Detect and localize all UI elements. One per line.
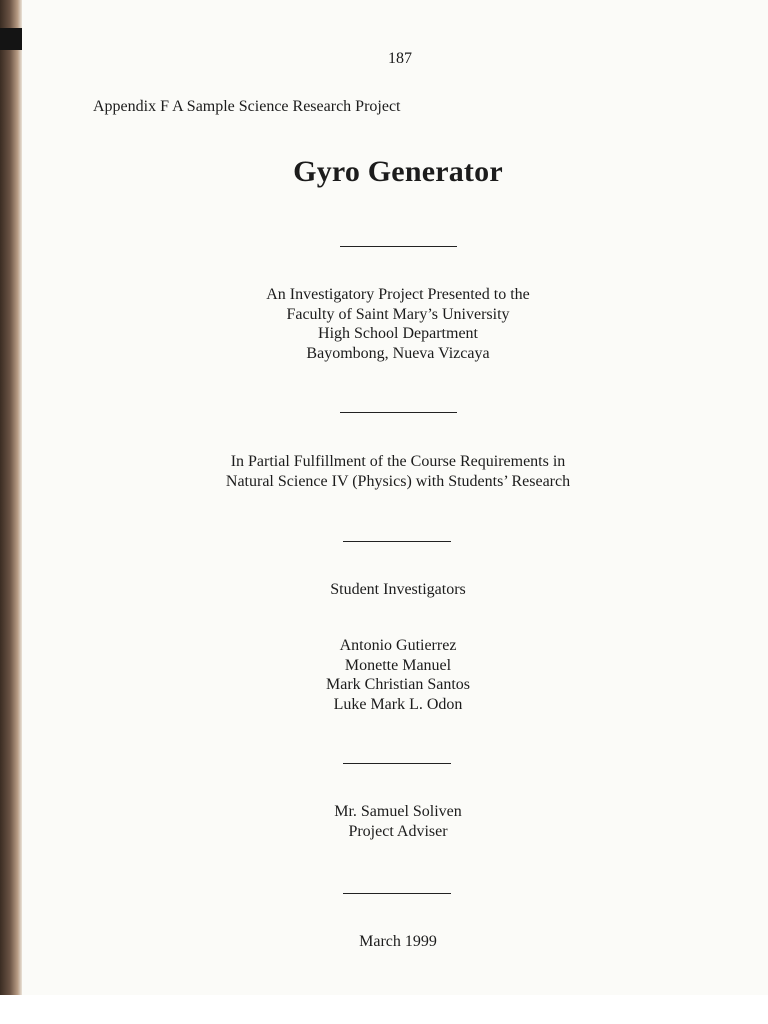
- presentation-block: [0, 285, 768, 363]
- presentation-line: An Investigatory Project Presented to the: [266, 286, 530, 303]
- divider-rule: [343, 893, 451, 894]
- document-date: March 1999: [359, 933, 437, 950]
- document-title: Gyro Generator: [293, 155, 503, 188]
- investigators-list: [0, 636, 768, 714]
- investigator-name: Luke Mark L. Odon: [333, 695, 463, 713]
- page-number: 187: [388, 50, 412, 67]
- adviser-role: Project Adviser: [348, 822, 448, 840]
- divider-rule: [343, 541, 451, 542]
- adviser-name: Mr. Samuel Soliven: [334, 803, 462, 820]
- presentation-line: Bayombong, Nueva Vizcaya: [306, 344, 490, 362]
- appendix-heading: Appendix F A Sample Science Research Project: [93, 98, 401, 115]
- presentation-line: High School Department: [318, 325, 478, 342]
- divider-rule: [340, 246, 457, 247]
- page-bottom-edge: [0, 995, 768, 1024]
- adviser-block: [0, 802, 768, 841]
- fulfillment-block: [0, 452, 768, 491]
- investigators-heading: Student Investigators: [330, 581, 466, 598]
- investigator-name: Mark Christian Santos: [326, 676, 470, 693]
- divider-rule: [340, 412, 457, 413]
- presentation-line: Faculty of Saint Mary’s University: [286, 305, 510, 323]
- investigator-name: Antonio Gutierrez: [339, 637, 457, 654]
- fulfillment-line: Natural Science IV (Physics) with Students’ Research: [225, 472, 571, 490]
- divider-rule: [343, 763, 451, 764]
- book-binding: [0, 0, 22, 1000]
- investigator-name: Monette Manuel: [344, 656, 452, 674]
- binding-shadow: [0, 28, 22, 50]
- fulfillment-line: In Partial Fulfillment of the Course Requirements in: [230, 453, 566, 470]
